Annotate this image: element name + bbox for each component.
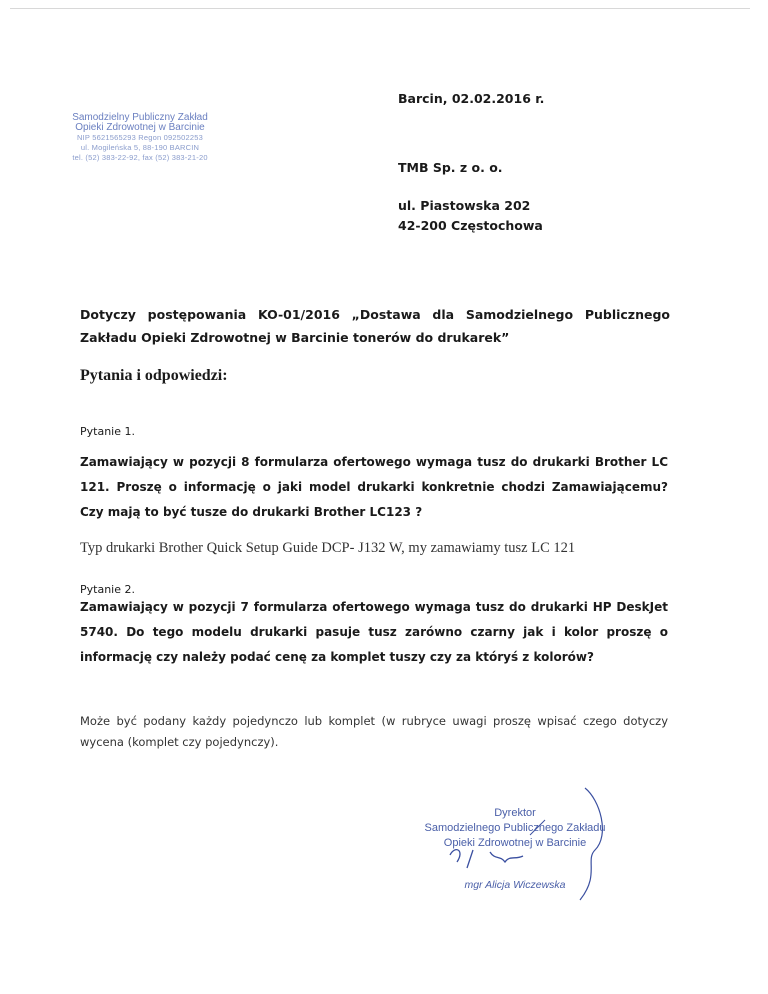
place-date: Barcin, 02.02.2016 r. xyxy=(398,91,545,106)
answer-2-text: Może być podany każdy pojedynczo lub komplet (w rubryce uwagi proszę wpisać czego dotyczy wycena (komplet czy pojedynczy). xyxy=(80,714,668,749)
stamp-line-5: tel. (52) 383-22-92, fax (52) 383-21-20 xyxy=(72,153,208,162)
signature-name: mgr Alicja Wiczewska xyxy=(464,879,566,891)
recipient-address xyxy=(398,196,543,236)
institution-stamp xyxy=(40,113,240,163)
question-2-label: Pytanie 2. xyxy=(80,583,135,596)
stamp-line-4: ul. Mogileńska 5, 88-190 BARCIN xyxy=(80,143,200,152)
signature-title-3: Opieki Zdrowotnej w Barcinie xyxy=(443,837,587,849)
answer-1-text: Typ drukarki Brother Quick Setup Guide DCP- J132 W, my zamawiamy tusz LC 121 xyxy=(80,540,576,556)
question-2-text: Zamawiający w pozycji 7 formularza ofertowego wymaga tusz do drukarki HP DeskJet 5740. Do tego modelu drukarki pasuje tusz zarówno czarny jak i kolor proszę o informację czy należy podać cenę za komplet tuszy czy za któryś z kolorów? xyxy=(80,600,668,664)
subject-line: Dotyczy postępowania KO-01/2016 „Dostawa dla Samodzielnego Publicznego Zakładu Opieki Zdrowotnej w Barcinie tonerów do drukarek” xyxy=(80,307,670,345)
page-edge-line xyxy=(10,8,750,9)
section-heading: Pytania i odpowiedzi: xyxy=(80,367,228,384)
stamp-line-3: NIP 5621565293 Regon 092502253 xyxy=(77,133,203,142)
signature-block xyxy=(395,806,635,891)
recipient-city: 42-200 Częstochowa xyxy=(398,218,543,233)
recipient-street: ul. Piastowska 202 xyxy=(398,198,531,213)
stamp-line-2: Opieki Zdrowotnej w Barcinie xyxy=(75,122,205,133)
question-1-text: Zamawiający w pozycji 8 formularza ofertowego wymaga tusz do drukarki Brother LC 121. Proszę o informację o jaki model drukarki konkretnie chodzi Zamawiającemu? Czy mają to być tusze do drukarki Brother LC123 ? xyxy=(80,455,668,519)
signature-title-2: Samodzielnego Publicznego Zakładu xyxy=(424,822,606,834)
question-1-label: Pytanie 1. xyxy=(80,425,135,438)
signature-title-1: Dyrektor xyxy=(494,807,536,819)
stamp-line-1: Samodzielny Publiczny Zakład xyxy=(72,112,208,123)
recipient-name: TMB Sp. z o. o. xyxy=(398,160,503,175)
